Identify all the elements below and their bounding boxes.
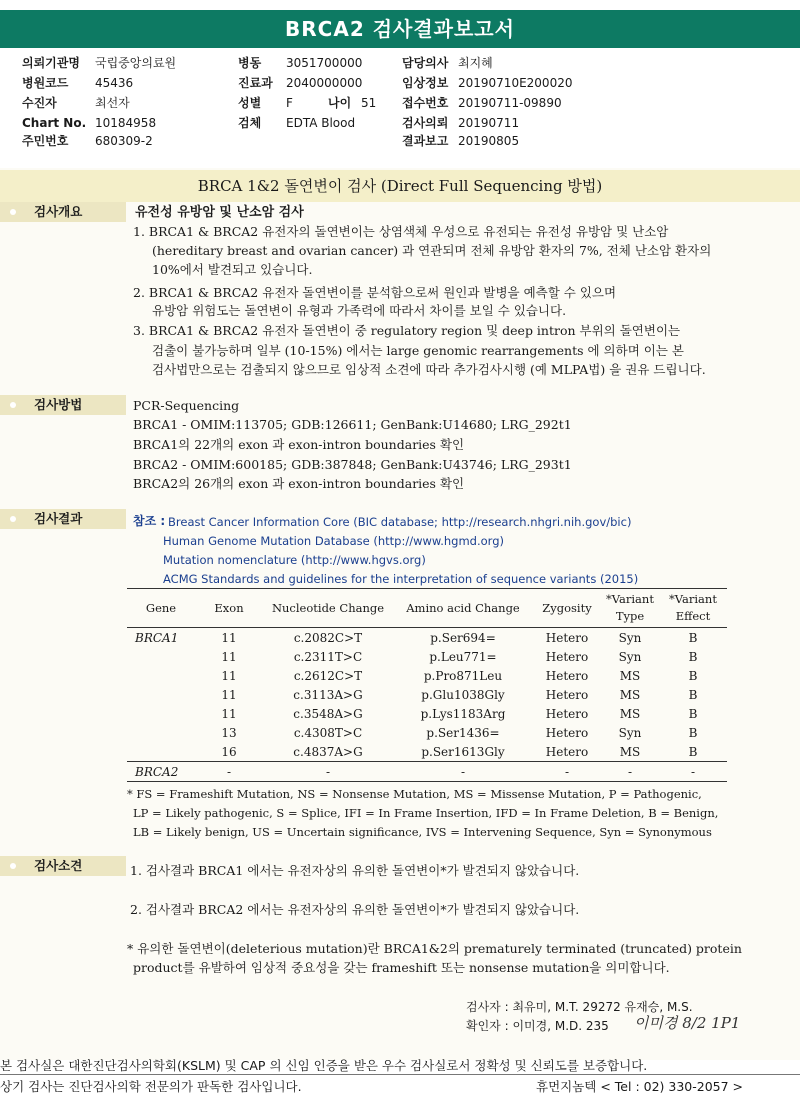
table-cell: Hetero bbox=[545, 668, 589, 683]
overview-line: 검사법만으로는 검출되지 않으므로 임상적 소견에 따라 추가검사시행 (예 MLPA법) 을 권유 드립니다. bbox=[152, 362, 706, 377]
info-label: 성별 bbox=[238, 96, 262, 110]
overview-line: 1. BRCA1 & BRCA2 유전자의 돌연변이는 상염색체 우성으로 유전되는 유전성 유방암 및 난소암 bbox=[133, 224, 669, 239]
table-cell: B bbox=[688, 630, 698, 645]
section-label-overview: 검사개요 bbox=[0, 202, 126, 222]
info-value: 45436 bbox=[95, 76, 134, 90]
table-cell bbox=[127, 685, 195, 704]
table-cell: MS bbox=[619, 744, 641, 759]
overview-line: 3. BRCA1 & BRCA2 유전자 돌연변이 중 regulatory region 및 deep intron 부위의 돌연변이는 bbox=[133, 323, 681, 338]
handwritten-signature: 이미경 8/2 1P1 bbox=[634, 1014, 741, 1032]
table-row bbox=[127, 628, 727, 648]
patient-info bbox=[0, 52, 800, 162]
overview-line: 유방암 위험도는 돌연변이 유형과 가족력에 따라서 차이를 보일 수 있습니다. bbox=[152, 303, 567, 318]
table-cell: p.Leu771= bbox=[429, 649, 497, 664]
certification-notice: 본 검사실은 대한진단검사의학회(KSLM) 및 CAP 의 신임 인증을 받은 우수 검사실로서 정확성 및 신뢰도를 보증합니다. bbox=[0, 1058, 648, 1073]
table-cell: Hetero bbox=[545, 744, 589, 759]
table-cell: B bbox=[688, 706, 698, 721]
info-label: 주민번호 bbox=[22, 134, 69, 148]
table-cell: 11 bbox=[221, 687, 237, 702]
table-row bbox=[127, 685, 727, 704]
variant-table bbox=[127, 588, 727, 782]
table-cell: p.Lys1183Arg bbox=[420, 706, 506, 721]
method-line: BRCA1의 22개의 exon 과 exon-intron boundaries 확인 bbox=[133, 437, 465, 452]
table-cell: MS bbox=[619, 687, 641, 702]
table-row bbox=[127, 666, 727, 685]
info-value: 20190711-09890 bbox=[458, 96, 562, 110]
info-label: 검체 bbox=[238, 116, 262, 130]
section-label-opinion: 검사소견 bbox=[0, 856, 126, 876]
info-value: 680309-2 bbox=[95, 134, 153, 148]
info-value: 3051700000 bbox=[286, 56, 363, 70]
table-cell: MS bbox=[619, 668, 641, 683]
reference-link[interactable]: ACMG Standards and guidelines for the interpretation of sequence variants (2015) bbox=[163, 572, 639, 586]
reference-label: 참조 : bbox=[133, 514, 166, 528]
table-cell: 16 bbox=[221, 744, 237, 759]
table-cell: Syn bbox=[618, 725, 642, 740]
info-label: 담당의사 bbox=[402, 56, 449, 70]
table-row bbox=[127, 723, 727, 742]
table-cell: p.Ser694= bbox=[430, 630, 496, 645]
table-cell: 11 bbox=[221, 668, 237, 683]
table-cell: c.4837A>G bbox=[293, 744, 363, 759]
table-cell: Hetero bbox=[545, 706, 589, 721]
table-cell: Syn bbox=[618, 649, 642, 664]
info-value: 51 bbox=[361, 96, 377, 110]
info-value: 최지혜 bbox=[458, 56, 493, 70]
table-cell bbox=[127, 723, 195, 742]
info-value: 20190711 bbox=[458, 116, 520, 130]
section-label-result: 검사결과 bbox=[0, 509, 126, 529]
table-header: Zygosity bbox=[533, 589, 601, 628]
table-cell: p.Glu1038Gly bbox=[421, 687, 505, 702]
contact-info: 휴먼지놈텍 < Tel : 02) 330-2057 > bbox=[536, 1079, 744, 1094]
table-cell: c.2311T>C bbox=[293, 649, 363, 664]
info-label: 병동 bbox=[238, 56, 262, 70]
table-cell: c.4308T>C bbox=[293, 725, 363, 740]
table-row bbox=[127, 762, 727, 782]
table-cell bbox=[127, 704, 195, 723]
table-cell: Hetero bbox=[545, 725, 589, 740]
info-label: 수진자 bbox=[22, 96, 57, 110]
opinion-line: 1. 검사결과 BRCA1 에서는 유전자상의 유의한 돌연변이*가 발견되지 않았습니다. bbox=[130, 863, 580, 878]
confirmer-signature: 확인자 : 이미경, M.D. 235 bbox=[466, 1019, 609, 1033]
table-cell: MS bbox=[619, 706, 641, 721]
method-line: BRCA1 - OMIM:113705; GDB:126611; GenBank:U14680; LRG_292t1 bbox=[133, 417, 572, 432]
table-header: *Variant Type bbox=[601, 589, 659, 628]
table-cell: 13 bbox=[221, 725, 237, 740]
table-cell: - bbox=[533, 762, 601, 782]
table-cell: p.Pro871Leu bbox=[423, 668, 503, 683]
opinion-note: product를 유발하여 임상적 중요성을 갖는 frameshift 또는 nonsense mutation을 의미합니다. bbox=[133, 960, 670, 975]
info-label: 결과보고 bbox=[402, 134, 449, 148]
table-cell: B bbox=[688, 725, 698, 740]
table-cell: c.3113A>G bbox=[293, 687, 363, 702]
table-cell bbox=[127, 647, 195, 666]
reference-link[interactable]: Mutation nomenclature (http://www.hgvs.org) bbox=[163, 553, 426, 567]
table-cell: Hetero bbox=[545, 687, 589, 702]
overview-heading: 유전성 유방암 및 난소암 검사 bbox=[135, 205, 304, 220]
table-row bbox=[127, 647, 727, 666]
table-cell: B bbox=[688, 649, 698, 664]
info-label: 접수번호 bbox=[402, 96, 449, 110]
info-label: Chart No. bbox=[22, 116, 87, 130]
reference-link[interactable]: Breast Cancer Information Core (BIC database; http://research.nhgri.nih.gov/bic) bbox=[168, 515, 632, 529]
overview-line: 2. BRCA1 & BRCA2 유전자 돌연변이를 분석함으로써 원인과 발병을 예측할 수 있으며 bbox=[133, 285, 617, 300]
method-line: BRCA2의 26개의 exon 과 exon-intron boundaries 확인 bbox=[133, 476, 465, 491]
table-row bbox=[127, 742, 727, 762]
table-header: Exon bbox=[195, 589, 263, 628]
table-cell: - bbox=[195, 762, 263, 782]
info-value: 최선자 bbox=[95, 96, 130, 110]
table-cell: c.2082C>T bbox=[293, 630, 363, 645]
info-value: 20190710E200020 bbox=[458, 76, 573, 90]
table-cell: - bbox=[601, 762, 659, 782]
info-label: 진료과 bbox=[238, 76, 273, 90]
overview-line: (hereditary breast and ovarian cancer) 과 연관되며 전체 유방암 환자의 7%, 전체 난소암 환자의 bbox=[152, 243, 712, 258]
table-header: *Variant Effect bbox=[659, 589, 727, 628]
info-value: 10184958 bbox=[95, 116, 157, 130]
reference-link[interactable]: Human Genome Mutation Database (http://www.hgmd.org) bbox=[163, 534, 504, 548]
table-cell: c.3548A>G bbox=[293, 706, 363, 721]
table-header: Gene bbox=[127, 589, 195, 628]
tester-signature: 검사자 : 최유미, M.T. 29272 유재승, M.S. bbox=[466, 1000, 693, 1014]
table-cell: Hetero bbox=[545, 649, 589, 664]
table-cell: - bbox=[659, 762, 727, 782]
table-cell: Hetero bbox=[545, 630, 589, 645]
info-value: 20190805 bbox=[458, 134, 520, 148]
footnote-line: LP = Likely pathogenic, S = Splice, IFI = In Frame Insertion, IFD = In Frame Deletion, B = Benign, bbox=[133, 806, 719, 820]
table-cell: p.Ser1613Gly bbox=[421, 744, 505, 759]
info-label: 검사의뢰 bbox=[402, 116, 449, 130]
table-cell: BRCA1 bbox=[135, 630, 179, 645]
report-title: BRCA2 검사결과보고서 bbox=[0, 10, 800, 48]
info-value: 2040000000 bbox=[286, 76, 363, 90]
info-label: 의뢰기관명 bbox=[22, 56, 80, 70]
table-cell: 11 bbox=[221, 649, 237, 664]
info-label: 임상정보 bbox=[402, 76, 449, 90]
table-header: Nucleotide Change bbox=[263, 589, 393, 628]
report-subtitle: BRCA 1&2 돌연변이 검사 (Direct Full Sequencing 방법) bbox=[0, 170, 800, 202]
opinion-line: 2. 검사결과 BRCA2 에서는 유전자상의 유의한 돌연변이*가 발견되지 않았습니다. bbox=[130, 902, 580, 917]
footnote-line: * FS = Frameshift Mutation, NS = Nonsense Mutation, MS = Missense Mutation, P = Pathogenic, bbox=[127, 787, 702, 801]
info-label: 병원코드 bbox=[22, 76, 69, 90]
overview-line: 검출이 불가능하며 일부 (10-15%) 에서는 large genomic rearrangements 에 의하며 이는 본 bbox=[152, 343, 684, 358]
overview-line: 10%에서 발견되고 있습니다. bbox=[152, 262, 313, 277]
method-line: PCR-Sequencing bbox=[133, 398, 240, 413]
table-cell: p.Ser1436= bbox=[426, 725, 500, 740]
table-cell: - bbox=[263, 762, 393, 782]
footnote-line: LB = Likely benign, US = Uncertain significance, IVS = Intervening Sequence, Syn = Synonymous bbox=[133, 825, 712, 839]
table-cell: - bbox=[393, 762, 533, 782]
table-cell: B bbox=[688, 668, 698, 683]
table-cell: c.2612C>T bbox=[293, 668, 363, 683]
table-cell: 11 bbox=[221, 706, 237, 721]
table-cell: B bbox=[688, 687, 698, 702]
table-row bbox=[127, 704, 727, 723]
opinion-note: * 유의한 돌연변이(deleterious mutation)란 BRCA1&2의 prematurely terminated (truncated) protein bbox=[127, 941, 742, 956]
table-cell: 11 bbox=[221, 630, 237, 645]
table-cell: BRCA2 bbox=[127, 762, 195, 782]
info-value: EDTA Blood bbox=[286, 116, 356, 130]
table-cell: B bbox=[688, 744, 698, 759]
table-cell bbox=[127, 742, 195, 762]
method-line: BRCA2 - OMIM:600185; GDB:387848; GenBank:U43746; LRG_293t1 bbox=[133, 457, 572, 472]
table-header: Amino acid Change bbox=[393, 589, 533, 628]
info-label: 나이 bbox=[328, 96, 352, 110]
section-label-method: 검사방법 bbox=[0, 395, 126, 415]
info-value: F bbox=[286, 96, 293, 110]
footer-divider bbox=[0, 1074, 800, 1075]
table-cell bbox=[127, 666, 195, 685]
info-value: 국립중앙의료원 bbox=[95, 56, 177, 70]
table-cell: Syn bbox=[618, 630, 642, 645]
footer-note: 상기 검사는 진단검사의학 전문의가 판독한 검사입니다. bbox=[0, 1079, 302, 1094]
footer-bar bbox=[0, 1077, 800, 1095]
